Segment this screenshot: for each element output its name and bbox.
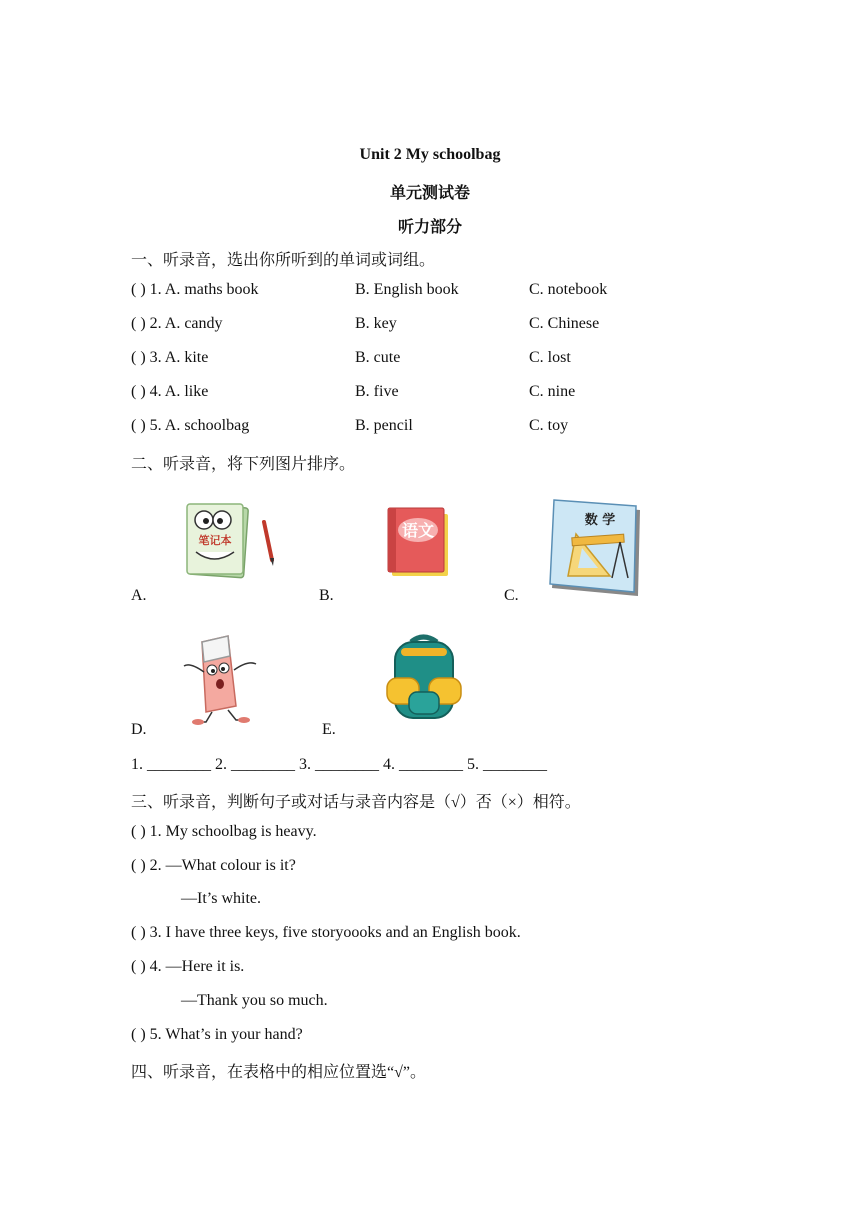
notebook-label: 笔记本	[198, 534, 232, 547]
answer-line: 1. ________ 2. ________ 3. ________ 4. ________ 5. ________	[131, 756, 547, 773]
list-item	[131, 281, 751, 303]
question-text: ( ) 4. A. like	[131, 383, 209, 400]
label-a: A.	[131, 587, 147, 604]
option-c: C. lost	[529, 349, 571, 366]
subtitle: 单元测试卷	[389, 185, 470, 202]
section1-heading: 一、听录音，选出你所听到的单词或词组。	[131, 252, 436, 269]
list-item: ( ) 3. I have three keys, five storyoooks and an English book.	[131, 924, 521, 941]
option-c: C. Chinese	[529, 315, 600, 332]
question-text: ( ) 2. A. candy	[131, 315, 223, 332]
dialogue-reply: —It’s white.	[181, 890, 261, 907]
option-c: C. nine	[529, 383, 576, 400]
label-d: D.	[131, 721, 147, 738]
label-b: B.	[319, 587, 334, 604]
option-b: B. key	[355, 315, 397, 332]
option-b: B. pencil	[355, 417, 413, 434]
list-item	[131, 417, 751, 439]
question-text: ( ) 5. A. schoolbag	[131, 417, 250, 434]
list-item: ( ) 4. —Here it is.	[131, 958, 245, 975]
chinese-book-label: 语文	[401, 521, 435, 540]
maths-book-picture	[548, 496, 648, 600]
list-item: ( ) 1. My schoolbag is heavy.	[131, 823, 317, 840]
list-item	[131, 349, 751, 371]
dialogue-reply: —Thank you so much.	[181, 992, 328, 1009]
unit-title: Unit 2 My schoolbag	[359, 146, 501, 163]
option-c: C. toy	[529, 417, 569, 434]
maths-book-label: 数 学	[584, 513, 616, 528]
section2-heading: 二、听录音，将下列图片排序。	[131, 456, 356, 473]
schoolbag-picture	[383, 632, 465, 724]
notebook-picture	[184, 500, 280, 582]
option-b: B. five	[355, 383, 399, 400]
question-text: ( ) 3. A. kite	[131, 349, 209, 366]
rubber-character-picture	[176, 632, 262, 728]
option-b: B. English book	[355, 281, 459, 298]
chinese-book-picture	[384, 504, 454, 580]
label-e: E.	[322, 721, 336, 738]
section4-heading: 四、听录音，在表格中的相应位置选“√”。	[131, 1064, 426, 1081]
list-item	[131, 315, 751, 337]
option-b: B. cute	[355, 349, 401, 366]
list-item: ( ) 5. What’s in your hand?	[131, 1026, 303, 1043]
question-text: ( ) 1. A. maths book	[131, 281, 259, 298]
label-c: C.	[504, 587, 519, 604]
list-item	[131, 383, 751, 405]
option-c: C. notebook	[529, 281, 608, 298]
section3-heading: 三、听录音，判断句子或对话与录音内容是（√）否（×）相符。	[131, 794, 581, 811]
part-title: 听力部分	[397, 219, 462, 236]
list-item: ( ) 2. —What colour is it?	[131, 857, 296, 874]
